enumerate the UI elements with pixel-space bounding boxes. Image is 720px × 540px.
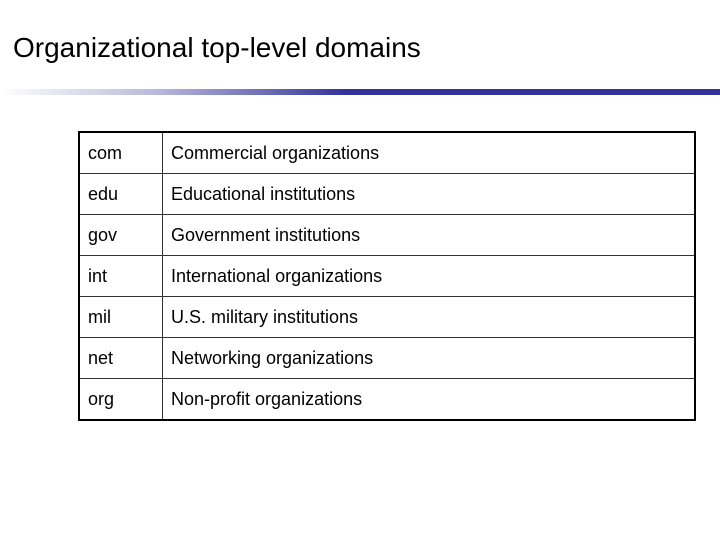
domain-code-cell: gov: [79, 215, 163, 256]
table-row: [79, 132, 695, 174]
table-row: [79, 338, 695, 379]
table-row: [79, 256, 695, 297]
domain-code-cell: edu: [79, 174, 163, 215]
table-row: [79, 297, 695, 338]
domains-table: [78, 131, 696, 421]
table-row: [79, 174, 695, 215]
domain-description-cell: Commercial organizations: [163, 132, 696, 174]
domain-code-cell: int: [79, 256, 163, 297]
domain-description-cell: U.S. military institutions: [163, 297, 696, 338]
title-underline-bar: [0, 89, 720, 95]
domain-description-cell: Educational institutions: [163, 174, 696, 215]
domain-code-cell: org: [79, 379, 163, 421]
domain-code-cell: net: [79, 338, 163, 379]
domain-description-cell: Networking organizations: [163, 338, 696, 379]
domain-code-cell: com: [79, 132, 163, 174]
slide-title: Organizational top-level domains: [13, 32, 421, 63]
domain-description-cell: International organizations: [163, 256, 696, 297]
domain-description-cell: Non-profit organizations: [163, 379, 696, 421]
domain-code-cell: mil: [79, 297, 163, 338]
table-row: [79, 379, 695, 421]
domain-description-cell: Government institutions: [163, 215, 696, 256]
table-row: [79, 215, 695, 256]
